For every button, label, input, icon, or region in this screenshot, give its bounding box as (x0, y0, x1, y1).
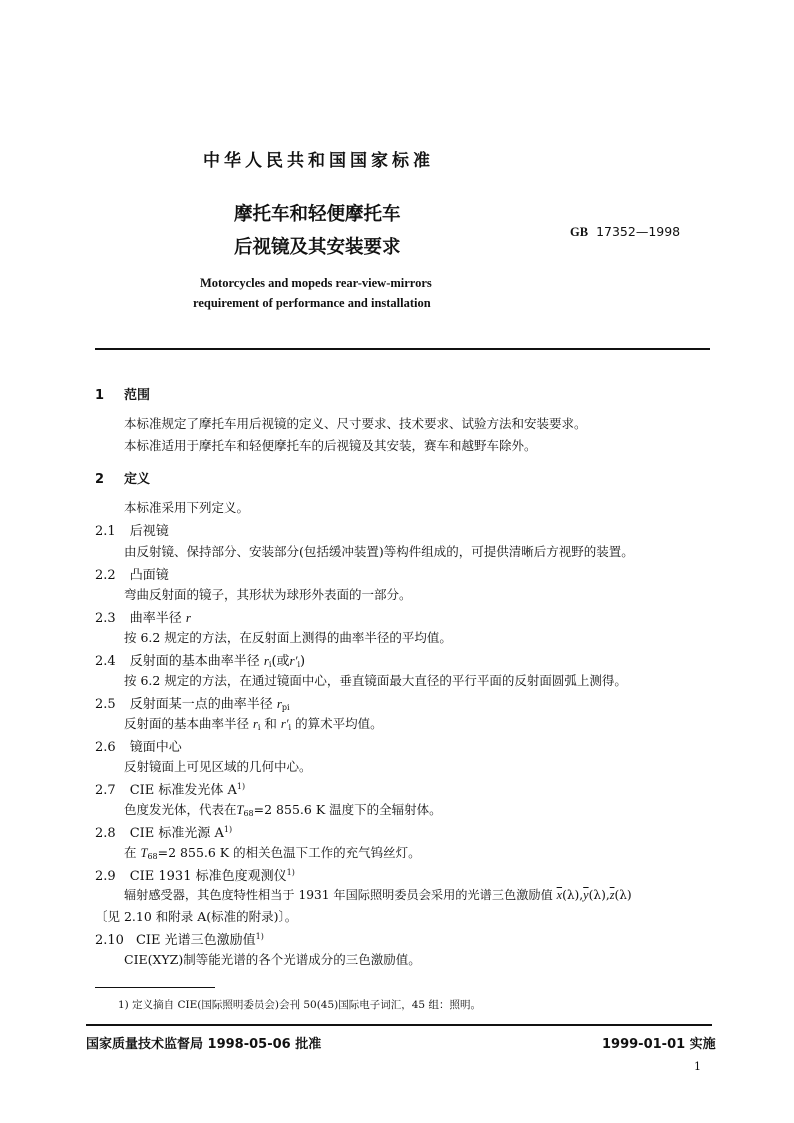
text-part: 和 (264, 716, 277, 731)
def-2-9-text-cont: 〔见 2.10 和附录 A(标准的附录)〕。 (95, 909, 298, 924)
def-2-7-heading (95, 779, 245, 798)
section-1-number: 1 (95, 388, 105, 403)
z-bar-symbol: $\overline{z}$ (609, 888, 615, 902)
symbol-r: r (185, 610, 191, 625)
def-title-part: (或 (271, 654, 290, 669)
text-part: 在 (124, 845, 137, 860)
def-title: CIE 标准发光体 A (129, 783, 237, 798)
def-number: 2.4 (95, 654, 116, 669)
def-2-10-text: CIE(XYZ)制等能光谱的各个光谱成分的三色激励值。 (124, 952, 421, 967)
symbol-subscript: pi (281, 703, 290, 712)
def-title: 凸面镜 (129, 568, 169, 583)
english-title-line-1: Motorcycles and mopeds rear-view-mirrors (200, 276, 432, 290)
def-number: 2.2 (95, 568, 116, 583)
lambda: (λ) (614, 888, 632, 902)
def-title-part: ) (300, 654, 306, 669)
def-number: 2.5 (95, 697, 116, 712)
def-2-8-text (124, 843, 421, 861)
def-title: CIE 1931 标准色度观测仪 (129, 869, 287, 884)
def-title: CIE 光谱三色激励值 (135, 933, 256, 948)
def-2-8-heading (95, 822, 232, 841)
def-2-10-heading (95, 929, 264, 948)
page-number: 1 (694, 1060, 701, 1073)
text-part: =2 855.6 K 温度下的全辐射体。 (253, 802, 442, 817)
def-2-2-text: 弯曲反射面的镜子，其形状为球形外表面的一部分。 (124, 587, 412, 602)
def-number: 2.10 (95, 933, 124, 948)
def-2-5-heading (95, 693, 290, 712)
separator: , (605, 888, 610, 902)
symbol-subscript: i (257, 723, 261, 732)
symbol-subscript: 68 (243, 809, 254, 818)
standard-header: 中华人民共和国国家标准 (203, 151, 434, 171)
x-bar-symbol: $\overline{x}$ (556, 888, 563, 902)
def-2-6-text: 反射镜面上可见区域的几何中心。 (124, 759, 312, 774)
section-1-heading (95, 384, 150, 403)
def-2-1-heading (95, 520, 169, 539)
def-2-6-heading (95, 736, 182, 755)
y-bar-symbol: $\overline{y}$ (583, 888, 589, 902)
footnote: 1) 定义摘自 CIE(国际照明委员会)会刊 50(45)国际电子词汇，45 组：照明。 (118, 999, 481, 1011)
section-2-number: 2 (95, 472, 105, 487)
footnote-marker: 1) (236, 782, 246, 791)
text-part: 反射面的基本曲率半径 (124, 716, 250, 731)
text-part: =2 855.6 K 的相关色温下工作的充气钨丝灯。 (157, 845, 421, 860)
def-title: 后视镜 (129, 524, 169, 539)
footnote-rule (95, 987, 215, 988)
def-number: 2.3 (95, 611, 116, 626)
lambda: (λ) (562, 888, 580, 902)
standard-prefix: GB (570, 225, 589, 239)
approval-line: 国家质量技术监督局 1998-05-06 批准 (86, 1037, 322, 1052)
def-title: 镜面中心 (129, 740, 182, 755)
def-number: 2.6 (95, 740, 116, 755)
def-2-4-heading (95, 650, 305, 669)
separator: , (579, 888, 584, 902)
symbol-subscript: i (297, 660, 301, 669)
text-part: 的算术平均值。 (295, 716, 383, 731)
footnote-marker: 1) (223, 825, 233, 834)
text-part: 色度发光体，代表在 (124, 802, 237, 817)
title-line-1: 摩托车和轻便摩托车 (234, 204, 401, 225)
title-line-2: 后视镜及其安装要求 (234, 237, 401, 258)
def-2-1-text: 由反射镜、保持部分、安装部分(包括缓冲装置)等构件组成的，可提供清晰后方视野的装置。 (124, 544, 634, 559)
def-title: CIE 标准光源 A (129, 826, 224, 841)
section-2-title: 定义 (124, 472, 151, 487)
symbol-subscript: i (288, 723, 292, 732)
text-part: 辐射感受器，其色度特性相当于 1931 年国际照明委员会采用的光谱三色激励值 (124, 888, 553, 902)
english-title-line-2: requirement of performance and installation (193, 296, 431, 310)
section-2-heading (95, 468, 150, 487)
def-number: 2.8 (95, 826, 116, 841)
def-2-4-text: 按 6.2 规定的方法，在通过镜面中心，垂直镜面最大直径的平行平面的反射面圆弧上测得。 (124, 673, 627, 688)
def-2-5-text (124, 714, 383, 732)
footnote-marker: 1) (286, 868, 295, 877)
lambda: (λ) (588, 888, 606, 902)
section-1-title: 范围 (124, 388, 151, 403)
symbol-T: T (236, 803, 244, 817)
header-rule (95, 348, 710, 350)
def-title: 反射面的基本曲率半径 (129, 654, 260, 669)
def-2-2-heading (95, 564, 169, 583)
def-2-9-text (124, 886, 632, 903)
symbol-r-i: r (263, 653, 269, 668)
symbol-r-i: r (253, 717, 258, 731)
def-2-3-heading (95, 607, 191, 626)
def-2-7-text (124, 800, 442, 818)
def-title: 反射面某一点的曲率半径 (129, 697, 273, 712)
standard-code (570, 224, 680, 240)
symbol-r-prime-i: r′ (289, 653, 298, 668)
footnote-marker: 1) (255, 932, 264, 941)
def-number: 2.7 (95, 783, 116, 798)
symbol-T: T (140, 846, 148, 860)
def-2-3-text: 按 6.2 规定的方法，在反射面上测得的曲率半径的平均值。 (124, 630, 452, 645)
section-1-para-1: 本标准规定了摩托车用后视镜的定义、尺寸要求、技术要求、试验方法和安装要求。 (124, 416, 587, 431)
def-title: 曲率半径 (129, 611, 182, 626)
section-2-para-1: 本标准采用下列定义。 (124, 500, 250, 515)
section-1-para-2: 本标准适用于摩托车和轻便摩托车的后视镜及其安装，赛车和越野车除外。 (124, 438, 537, 453)
symbol-subscript: 68 (147, 852, 158, 861)
footer-rule (86, 1024, 712, 1026)
standard-number: 17352—1998 (596, 224, 681, 239)
def-number: 2.9 (95, 869, 116, 884)
symbol-r-prime-i: r′ (280, 717, 289, 731)
def-2-9-heading (95, 865, 295, 884)
implementation-date: 1999-01-01 实施 (602, 1037, 716, 1052)
symbol-r-pi: r (276, 696, 282, 711)
def-number: 2.1 (95, 524, 116, 539)
symbol-subscript: i (268, 660, 272, 669)
